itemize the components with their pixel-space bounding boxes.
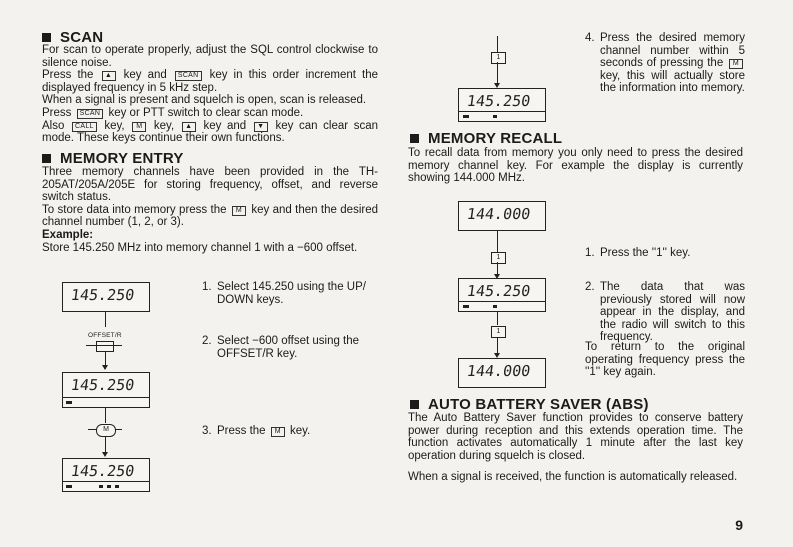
memory-entry-line-1: Three memory channels have been provided in the TH-205AT/205A/205E for storing frequency, offset, and reverse switch status. [42, 166, 378, 204]
lcd-display-2 [62, 372, 150, 408]
scan-line-1: For scan to operate properly, adjust the SQL control clockwise to silence noise. [42, 44, 378, 69]
abs-heading [410, 396, 649, 413]
memory-entry-line-3: Store 145.250 MHz into memory channel 1 with a −600 offset. [42, 241, 358, 254]
bullet-square-icon [410, 134, 419, 143]
lcd-frequency: 145.250 [69, 286, 136, 304]
up-key-icon-2: ▲ [182, 122, 196, 132]
lcd-display-4 [458, 88, 546, 122]
offset-r-label: OFFSET/R [88, 332, 122, 339]
abs-title: AUTO BATTERY SAVER (ABS) [428, 396, 649, 413]
one-button-icon: 1 [491, 52, 506, 64]
lcd-display-7 [458, 358, 546, 388]
abs-line-2: When a signal is received, the function is automatically released. [408, 471, 738, 484]
m-key-icon: M [132, 122, 146, 132]
bullet-square-icon [42, 33, 51, 42]
lcd-display-3 [62, 458, 150, 492]
memory-recall-heading [410, 130, 562, 147]
example-label: Example: [42, 228, 94, 241]
page-number: 9 [735, 517, 743, 533]
scan-body [42, 44, 378, 145]
m-key-icon: M [232, 206, 246, 216]
m-button-icon: M [96, 424, 116, 437]
down-key-icon: ▼ [254, 122, 268, 132]
scan-line-4: Press SCAN key or PTT switch to clear scan mode. [42, 106, 304, 119]
memory-recall-body: To recall data from memory you only need to press the desired memory channel key. For example the display is currently showing 144.000 MHz. [408, 147, 743, 185]
lcd-frequency: 144.000 [465, 362, 532, 380]
memory-entry-heading [42, 150, 184, 167]
lcd-display-5 [458, 201, 546, 231]
scan-key-icon: SCAN [175, 71, 202, 81]
lcd-frequency: 144.000 [465, 205, 532, 223]
abs-line-1: The Auto Battery Saver function provides to conserve battery power during reception and this extends operation time. The function activates automatically 1 minute after the last key operation during squelch is closed. [408, 412, 743, 462]
m-key-icon: M [271, 427, 285, 437]
m-key-icon: M [729, 59, 743, 69]
lcd-frequency: 145.250 [69, 462, 136, 480]
lcd-frequency: 145.250 [465, 92, 532, 110]
one-button-icon: 1 [491, 326, 506, 338]
lcd-frequency: 145.250 [69, 376, 136, 394]
lcd-frequency: 145.250 [465, 282, 532, 300]
call-key-icon: CALL [72, 122, 97, 132]
scan-line-3: When a signal is present and squelch is open, scan is released. [42, 94, 367, 107]
bullet-square-icon [410, 400, 419, 409]
memory-recall-title: MEMORY RECALL [428, 130, 563, 147]
up-key-icon: ▲ [102, 71, 116, 81]
memory-entry-line-2: To store data into memory press the M key and then the desired channel number (1, 2, or 3). [42, 203, 379, 229]
abs-body [408, 412, 743, 484]
bullet-square-icon [42, 154, 51, 163]
scan-line-5: Also CALL key, M key, ▲ key and ▼ key can clear scan mode. These keys continue their own functions. [42, 119, 378, 145]
memory-entry-body [42, 166, 378, 254]
scan-title: SCAN [60, 29, 104, 46]
memory-entry-title: MEMORY ENTRY [60, 150, 184, 167]
one-button-icon: 1 [491, 252, 506, 264]
scan-key-icon-2: SCAN [77, 109, 104, 119]
scan-line-2: Press the ▲ key and SCAN key in this order increment the displayed frequency in 5 kHz step. [42, 69, 378, 94]
lcd-display-6 [458, 278, 546, 312]
recall-return-text: To return to the original operating frequency press the ''1'' key again. [585, 341, 745, 379]
lcd-display-1 [62, 282, 150, 312]
